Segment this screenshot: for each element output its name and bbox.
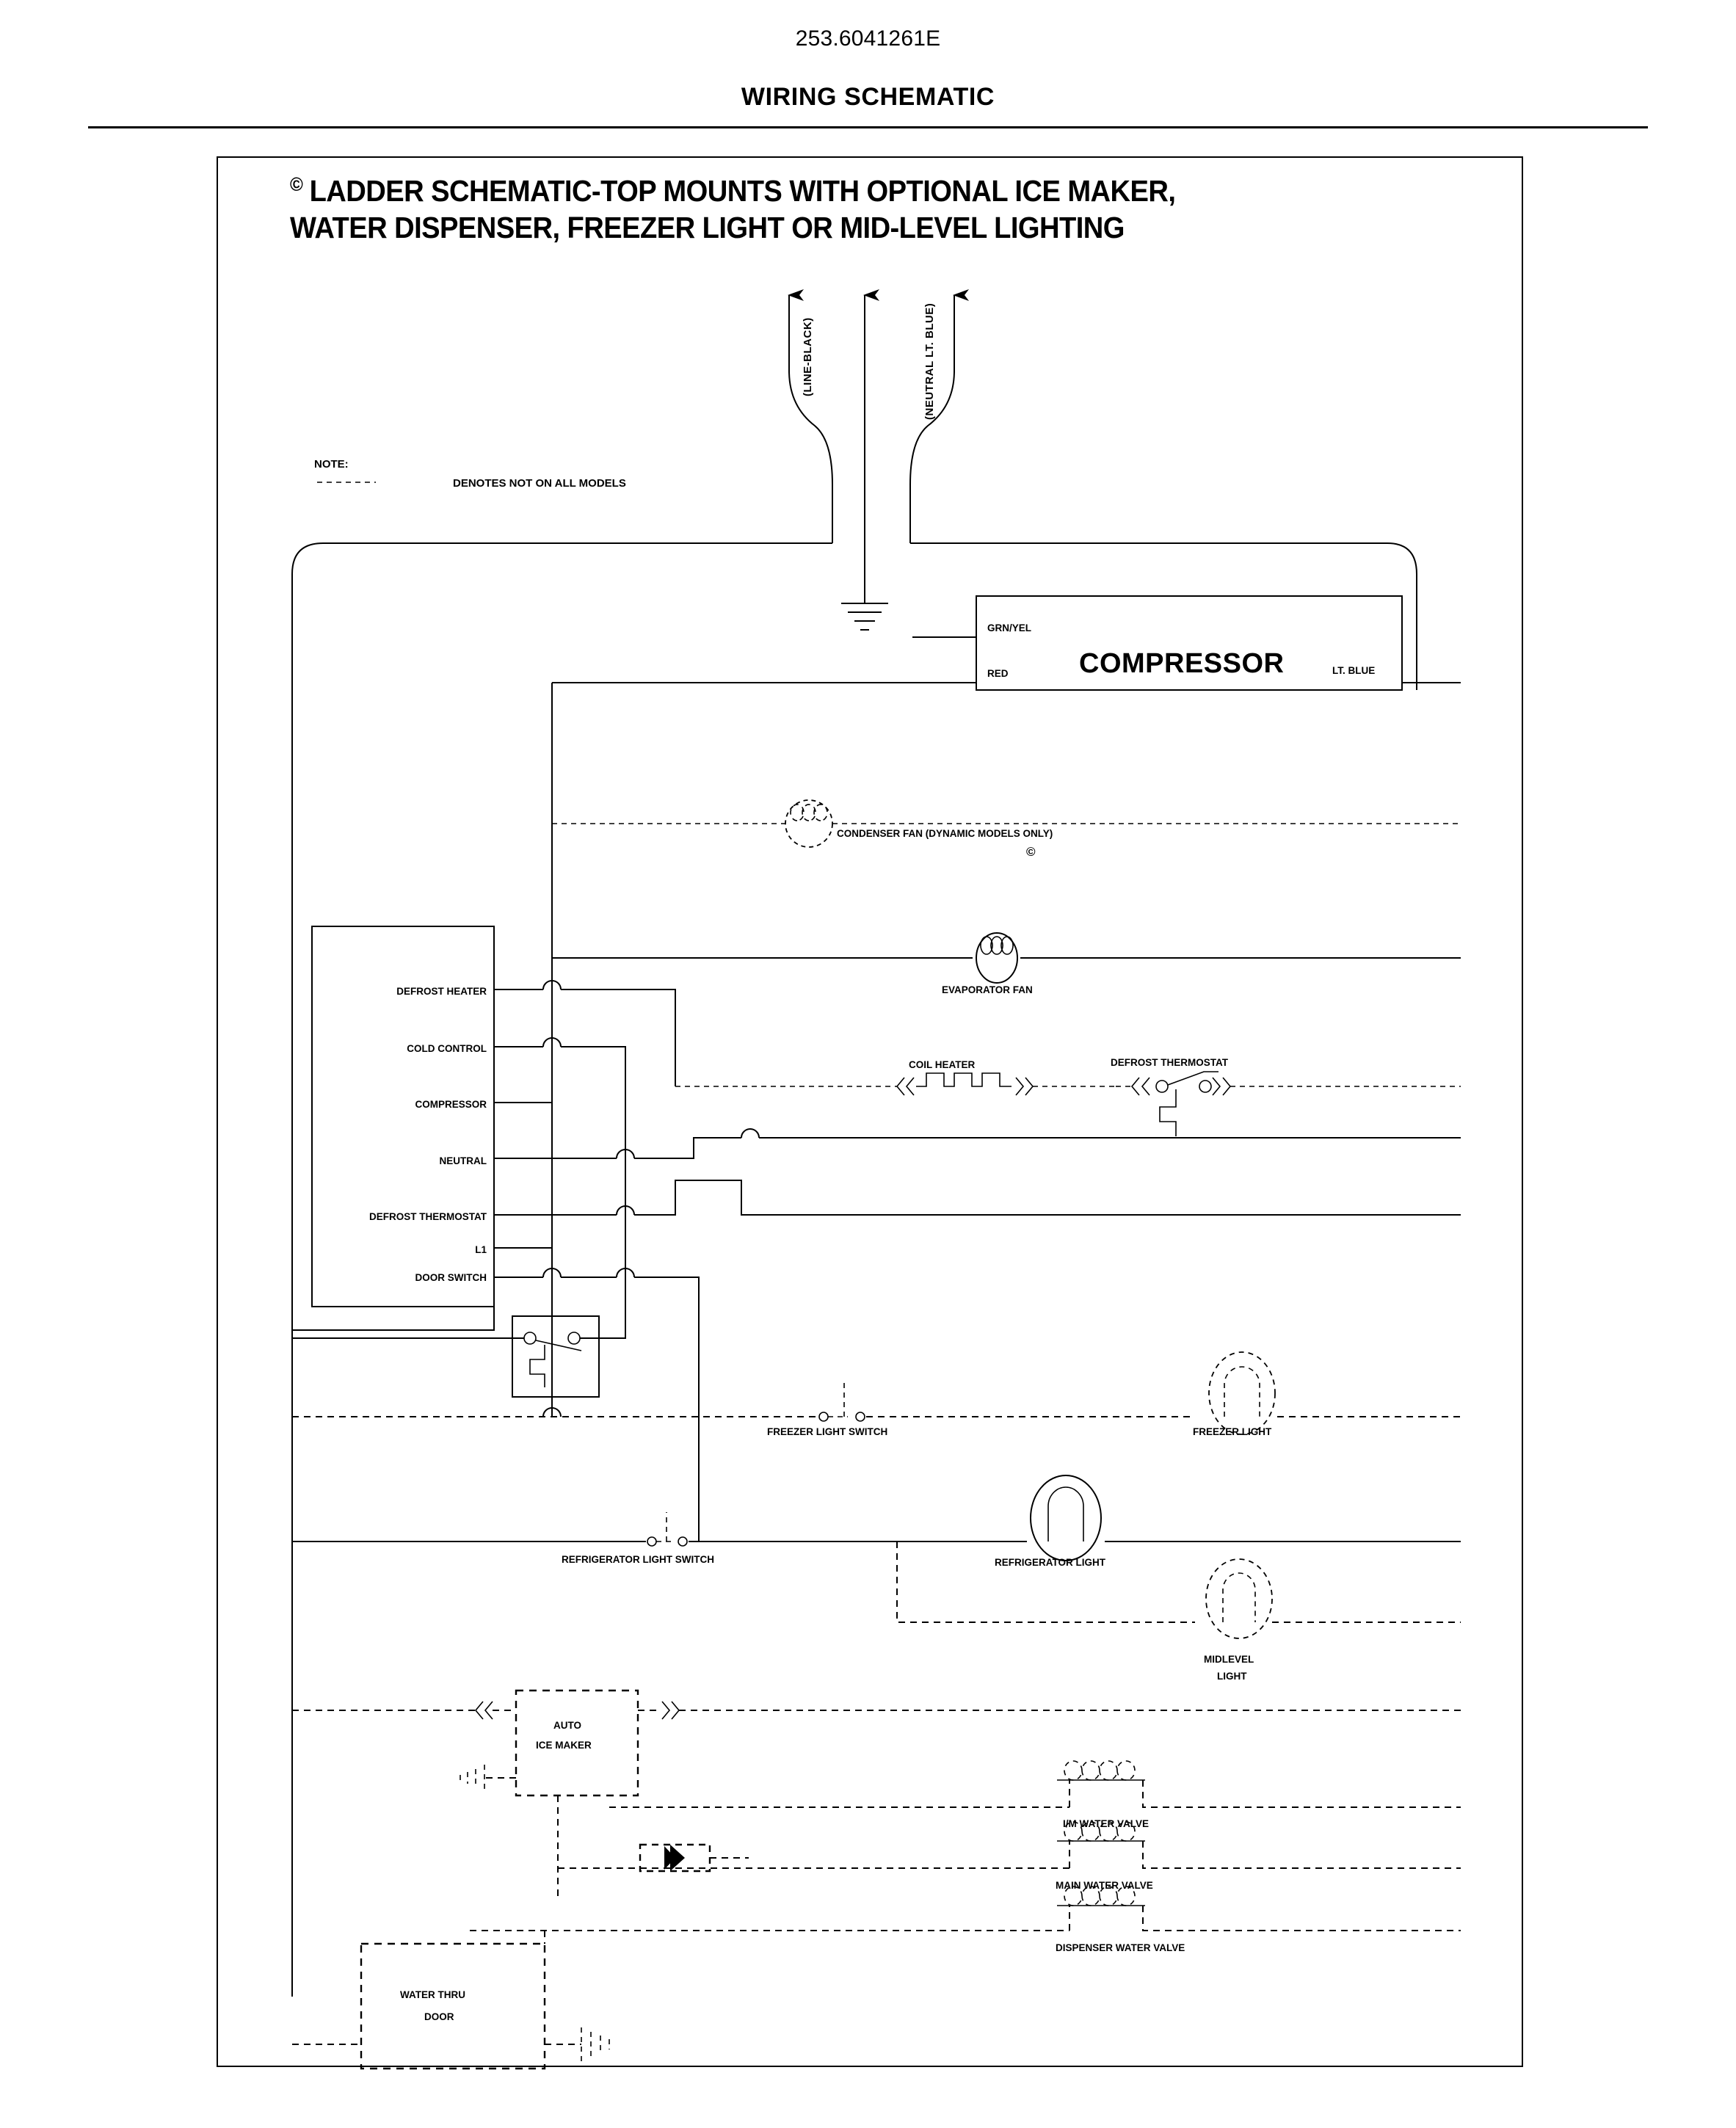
compressor-wire-ltblue-label: LT. BLUE [1332,665,1376,676]
condenser-fan-label: CONDENSER FAN (DYNAMIC MODELS ONLY) [837,828,1053,839]
freezer-light-switch-label: FREEZER LIGHT SWITCH [767,1426,888,1437]
main-water-valve-label: MAIN WATER VALVE [1056,1880,1153,1891]
midlevel-light-label-line1: MIDLEVEL [1204,1654,1254,1665]
terminal-label-compressor: COMPRESSOR [415,1099,487,1110]
evaporator-fan-label: EVAPORATOR FAN [942,984,1033,995]
refrigerator-light-switch-label: REFRIGERATOR LIGHT SWITCH [562,1554,714,1565]
terminal-label-neutral: NEUTRAL [439,1155,487,1166]
im-water-valve-label: I/M WATER VALVE [1063,1818,1149,1829]
water-thru-door-label-line1: WATER THRU [400,1989,465,2000]
diagram-title-line1: LADDER SCHEMATIC-TOP MOUNTS WITH OPTIONAL ICE MAKER, [309,174,1176,208]
condenser-fan-copyright-icon: © [1026,845,1036,859]
refrigerator-light-label: REFRIGERATOR LIGHT [995,1557,1105,1568]
page-title: WIRING SCHEMATIC [741,83,995,111]
note-text: DENOTES NOT ON ALL MODELS [453,477,626,490]
compressor-label: COMPRESSOR [1079,648,1285,679]
terminal-label-defrost-thermostat: DEFROST THERMOSTAT [369,1211,487,1222]
auto-ice-maker-label-line2: ICE MAKER [536,1740,592,1751]
dispenser-water-valve-label: DISPENSER WATER VALVE [1056,1942,1185,1953]
water-thru-door-label-line2: DOOR [424,2011,454,2022]
terminal-label-door-switch: DOOR SWITCH [415,1272,487,1283]
model-number: 253.6041261E [795,26,941,51]
copyright-mark-icon: © [290,173,303,195]
supply-line-label: (LINE-BLACK) [802,317,814,396]
coil-heater-label: COIL HEATER [909,1059,976,1070]
freezer-light-label: FREEZER LIGHT [1193,1426,1272,1437]
compressor-wire-grnyel-label: GRN/YEL [987,622,1032,633]
auto-ice-maker-label-line1: AUTO [553,1720,582,1731]
compressor-wire-red-label: RED [987,668,1009,679]
terminal-label-cold-control: COLD CONTROL [407,1043,487,1054]
midlevel-light-label-line2: LIGHT [1217,1671,1247,1682]
terminal-label-l1: L1 [475,1244,487,1255]
diagram-title-line2: WATER DISPENSER, FREEZER LIGHT OR MID-LEVEL LIGHTING [290,211,1125,245]
supply-neutral-label: (NEUTRAL LT. BLUE) [923,302,936,420]
terminal-label-defrost-heater: DEFROST HEATER [396,986,487,997]
note-label: NOTE: [314,458,349,471]
defrost-thermostat-label: DEFROST THERMOSTAT [1111,1057,1228,1068]
